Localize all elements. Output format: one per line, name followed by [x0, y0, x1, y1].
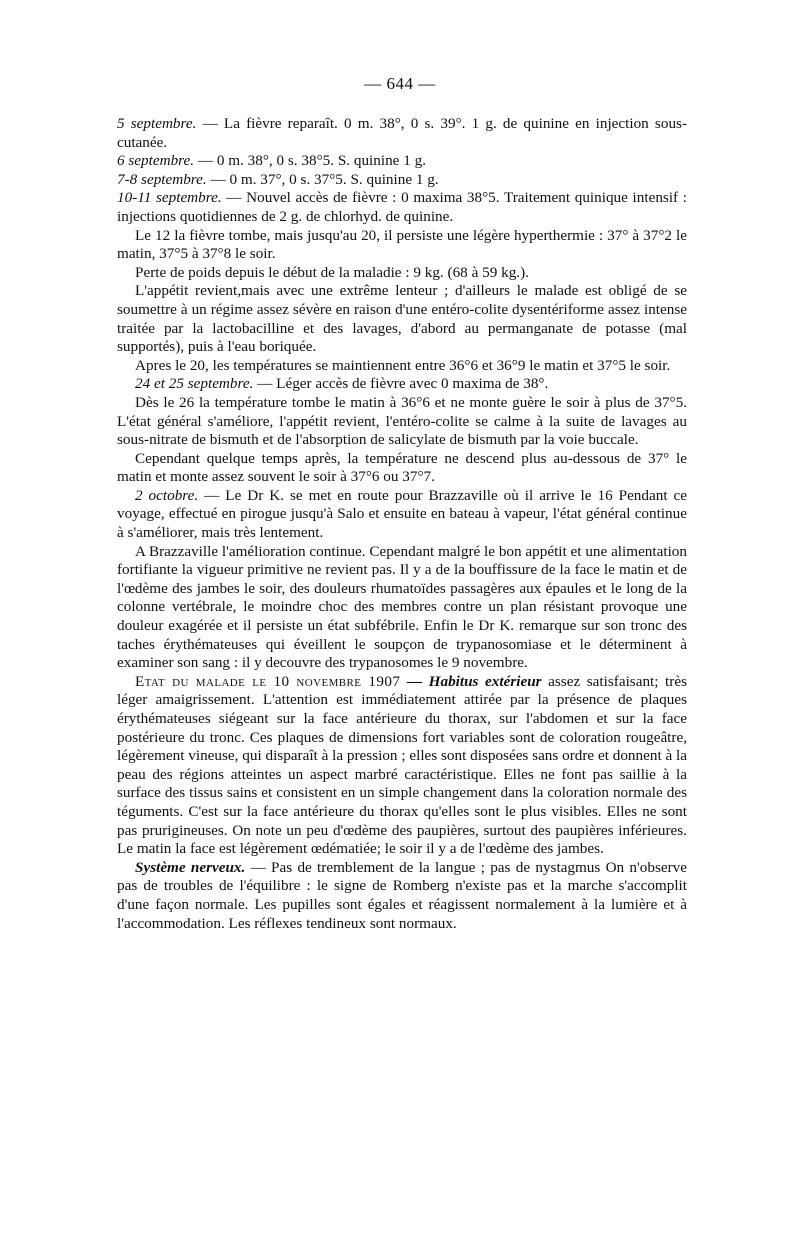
paragraph-appetite: [117, 282, 687, 356]
paragraph-text: — Nouvel accès de fièvre : 0 maxima 38°5. Traitement quinique intensif : injections quotidiennes de 2 g. de chlorhyd. de quinine.: [117, 189, 687, 225]
paragraph-brazzaville: [117, 543, 687, 673]
paragraph-text: A Brazzaville l'amélioration continue. Cependant malgré le bon appétit et une alimentation fortifiante la vigueur primitive ne revient pas. Il y a de la bouffissure de la face le matin et de l'œdème des jambes le soir, des douleurs rhumatoïdes passagères aux épaules et le long de la colonne vertébrale, le moindre choc des membres contre un plan résistant provoque une douleur exagérée et il persiste un état subfébrile. Enfin le Dr K. remarque sur son tronc des taches érythémateuses qui éveillent le soupçon de trypanosomiase et le déterminent à examiner son sang : il y decouvre des trypanosomes le 9 novembre.: [117, 542, 687, 672]
body-text: [117, 115, 687, 933]
paragraph-text: — Pas de tremblement de la langue ; pas de nystagmus On n'observe pas de troubles de l'équilibre : le signe de Romberg n'existe pas et la marche s'accomplit d'une façon normale. Les pupilles sont égales et réagissent normalement à la lumière et à l'accommodation. Les réflexes tendineux sont normaux.: [117, 858, 687, 932]
paragraph-weight-loss: [117, 264, 687, 283]
section-heading: Etat du malade le 10 novembre 1907: [135, 672, 401, 690]
paragraph-text: — 0 m. 37°, 0 s. 37°5. S. quinine 1 g.: [206, 170, 439, 188]
paragraph-text: Le 12 la fièvre tombe, mais jusqu'au 20, il persiste une légère hyperthermie : 37° à 37°2 le matin, 37°5 à 37°8 le soir.: [117, 226, 687, 263]
paragraph-temperatures: [117, 357, 687, 376]
date-lead: 24 et 25 septembre.: [135, 375, 254, 393]
paragraph-24-25-septembre: [117, 375, 687, 394]
paragraph-7-8-septembre: [117, 171, 687, 190]
paragraph-text: Dès le 26 la température tombe le matin à 36°6 et ne monte guère le soir à plus de 37°5. L'état général s'améliore, l'appétit revient, l'entéro-colite se calme à la suite de lavages au sous-nitrate de bismuth et de l'absorption de salicylate de bismuth par la voie buccale.: [117, 393, 687, 449]
paragraph-10-11-septembre: [117, 189, 687, 226]
page-number: — 644 —: [364, 74, 436, 93]
paragraph-text: Perte de poids depuis le début de la maladie : 9 kg. (68 à 59 kg.).: [135, 263, 529, 281]
paragraph-text: assez satisfaisant; très léger amaigrissement. L'attention est immédiatement attirée par la présence de plaques érythémateuses siégeant sur la face antérieure du thorax, sur l'abdomen et sur la face postérieure du tronc. Ces plaques de dimensions fort variables sont de coloration rougeâtre, légèrement vineuse, qui disparaît à la pression ; elles sont disposées sans ordre et donnent à la peau des régions atteintes un aspect marbré caractéristique. Elles ne font pas saillie à la surface des tissus sains et consistent en un simple changement dans la coloration normale des téguments. C'est sur la face antérieure du thorax qu'elles sont le plus visibles. Elles ne sont pas prurigineuses. On note un peu d'œdème des paupières, surtout des paupières inférieures. Le matin la face est légèrement œdématiée; le soir il y a de l'œdème des jambes.: [117, 672, 687, 858]
subsection-heading: Système nerveux.: [135, 858, 246, 876]
paragraph-fever-drop: [117, 227, 687, 264]
date-lead: 10-11 septembre.: [117, 189, 222, 207]
paragraph-text: L'appétit revient,mais avec une extrême lenteur ; d'ailleurs le malade est obligé de se soumettre à un régime assez sévère en raison d'une entéro-colite dysentériforme assez intense traitée par la lactobacilline et des lavages, d'abord au permanganate de potasse (mal supportés), puis à l'eau boriquée.: [117, 282, 687, 356]
paragraph-cependant: [117, 450, 687, 487]
paragraph-6-septembre: [117, 152, 687, 171]
date-lead: 7-8 septembre.: [117, 170, 207, 188]
paragraph-5-septembre: [117, 115, 687, 152]
paragraph-26-septembre: [117, 394, 687, 450]
paragraph-text: — Léger accès de fièvre avec 0 maxima de 38°.: [253, 375, 549, 393]
paragraph-text: — Le Dr K. se met en route pour Brazzaville où il arrive le 16 Pendant ce voyage, effectué en pirogue jusqu'à Salo et ensuite en bateau à vapeur, l'état général continue à s'améliorer, mais très lentement.: [117, 486, 687, 542]
subsection-heading: — Habitus extérieur: [400, 672, 542, 690]
paragraph-2-octobre: [117, 487, 687, 543]
paragraph-etat-du-malade: [117, 673, 687, 859]
paragraph-text: Apres le 20, les températures se maintiennent entre 36°6 et 36°9 le matin et 37°5 le soir.: [135, 356, 671, 374]
paragraph-text: Cependant quelque temps après, la température ne descend plus au-dessous de 37° le matin et monte assez souvent le soir à 37°6 ou 37°7.: [117, 449, 687, 486]
paragraph-text: — La fièvre reparaît. 0 m. 38°, 0 s. 39°. 1 g. de quinine en injection sous-cutanée.: [117, 115, 688, 151]
date-lead: 5 septembre.: [117, 115, 197, 132]
date-lead: 6 septembre.: [117, 152, 195, 170]
paragraph-systeme-nerveux: [117, 859, 687, 933]
paragraph-text: — 0 m. 38°, 0 s. 38°5. S. quinine 1 g.: [194, 152, 426, 170]
date-lead: 2 octobre.: [135, 486, 199, 504]
